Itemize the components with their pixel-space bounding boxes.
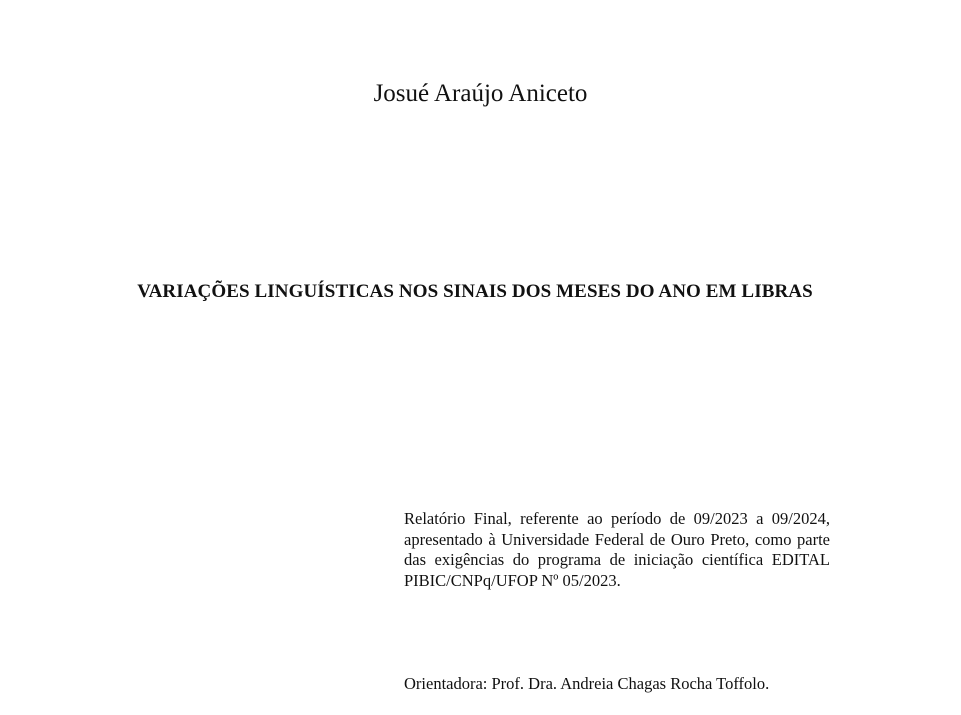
author-name: Josué Araújo Aniceto — [373, 80, 588, 107]
document-title: VARIAÇÕES LINGUÍSTICAS NOS SINAIS DOS MESES DO ANO EM LIBRAS — [137, 281, 813, 302]
report-description: Relatório Final, referente ao período de 09/2023 a 09/2024, apresentado à Universidade Federal de Ouro Preto, como parte das exigências do programa de iniciação científica EDITAL PIBIC/CNPq/UFOP Nº 05/2023. — [404, 509, 830, 590]
advisor-line: Orientadora: Prof. Dra. Andreia Chagas Rocha Toffolo. — [404, 674, 770, 693]
